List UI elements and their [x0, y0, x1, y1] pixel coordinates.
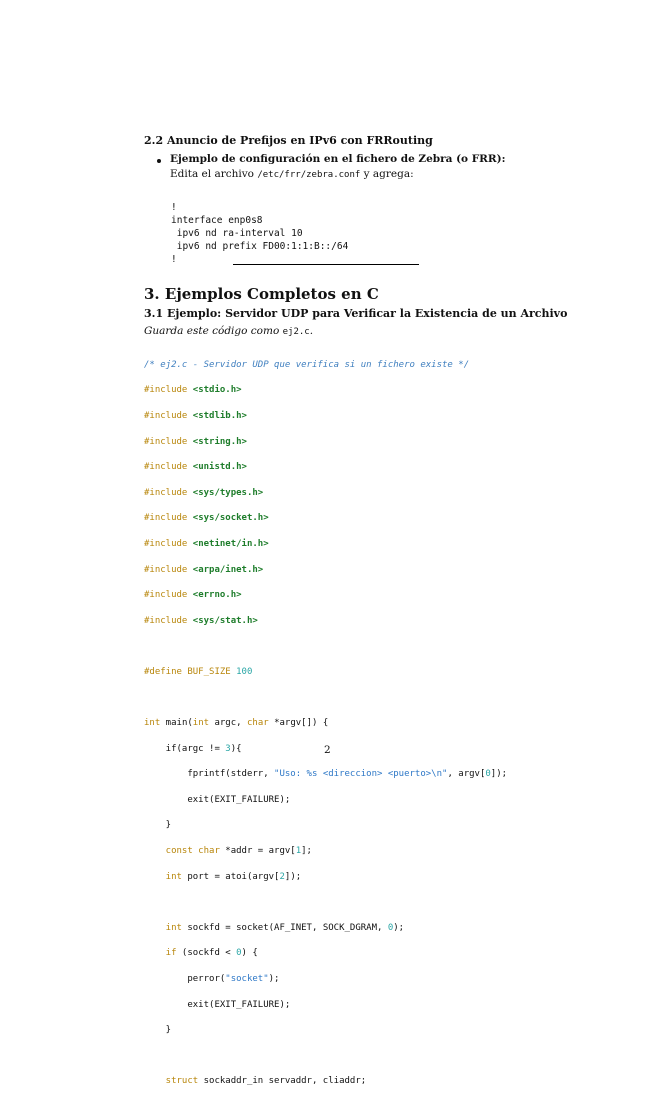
- edit-suffix: y agrega:: [360, 168, 414, 180]
- code-include-line: #include <errno.h>: [144, 590, 242, 601]
- edit-path: /etc/frr/zebra.conf: [257, 170, 361, 180]
- bullet-bold-text: Ejemplo de configuración en el fichero de Zebra (o FRR):: [170, 153, 506, 165]
- save-prefix: Guarda este código como: [144, 325, 283, 337]
- code-include-line: #include <sys/socket.h>: [144, 513, 269, 524]
- code-if-line: if (sockfd < 0) {: [144, 948, 258, 959]
- code-close-brace: }: [144, 820, 172, 831]
- config-line: ipv6 nd ra-interval 10: [171, 228, 303, 239]
- code-comment: /* ej2.c - Servidor UDP que verifica si un fichero existe */: [144, 359, 470, 370]
- code-exit-line: exit(EXIT_FAILURE);: [144, 794, 291, 805]
- code-include-line: #include <sys/stat.h>: [144, 615, 258, 626]
- code-include-line: #include <netinet/in.h>: [144, 538, 269, 549]
- code-blank: [144, 1050, 507, 1063]
- section-heading-3: 3. Ejemplos Completos en C: [144, 285, 379, 303]
- page-number: 2: [324, 744, 331, 756]
- code-include-line: #include <unistd.h>: [144, 462, 247, 473]
- code-include-line: #include <sys/types.h>: [144, 487, 264, 498]
- code-close-brace: }: [144, 1025, 172, 1036]
- code-define-line: #define BUF_SIZE 100: [144, 666, 253, 677]
- code-fprintf-line: fprintf(stderr, "Uso: %s <direccion> <puerto>\n", argv[0]);: [144, 769, 508, 780]
- code-include-line: #include <stdio.h>: [144, 385, 242, 396]
- save-file: ej2.c: [282, 327, 310, 337]
- code-perror-line: perror("socket");: [144, 974, 280, 985]
- code-exit-line: exit(EXIT_FAILURE);: [144, 999, 291, 1010]
- config-line: ipv6 nd prefix FD00:1:1:B::/64: [171, 241, 349, 252]
- edit-instruction: [170, 168, 414, 180]
- save-suffix: .: [309, 325, 314, 337]
- section-heading-2-2: 2.2 Anuncio de Prefijos en IPv6 con FRRouting: [144, 134, 433, 147]
- code-const-line: const char *addr = argv[1];: [144, 846, 312, 857]
- code-include-line: #include <string.h>: [144, 436, 247, 447]
- save-instruction: [144, 325, 313, 337]
- config-line: !: [171, 254, 177, 265]
- bullet-dot: [157, 159, 161, 163]
- code-main-line: int main(int argc, char *argv[]) {: [144, 718, 329, 729]
- code-blank: [144, 640, 507, 653]
- code-listing: [144, 346, 507, 1101]
- code-socket-line: int sockfd = socket(AF_INET, SOCK_DGRAM, 0);: [144, 922, 405, 933]
- code-blank: [144, 896, 507, 909]
- code-if-line: if(argc != 3){: [144, 743, 242, 754]
- code-struct-line: struct sockaddr_in servaddr, cliaddr;: [144, 1076, 367, 1087]
- code-include-line: #include <stdlib.h>: [144, 410, 247, 421]
- code-blank: [144, 692, 507, 705]
- edit-prefix: Edita el archivo: [170, 168, 258, 180]
- config-line: !: [171, 202, 177, 213]
- horizontal-rule: [233, 264, 419, 265]
- subsection-heading-3-1: 3.1 Ejemplo: Servidor UDP para Verificar la Existencia de un Archivo: [144, 307, 568, 320]
- config-block: [171, 188, 348, 279]
- code-include-line: #include <arpa/inet.h>: [144, 564, 264, 575]
- code-port-line: int port = atoi(argv[2]);: [144, 871, 302, 882]
- config-line: interface enp0s8: [171, 215, 263, 226]
